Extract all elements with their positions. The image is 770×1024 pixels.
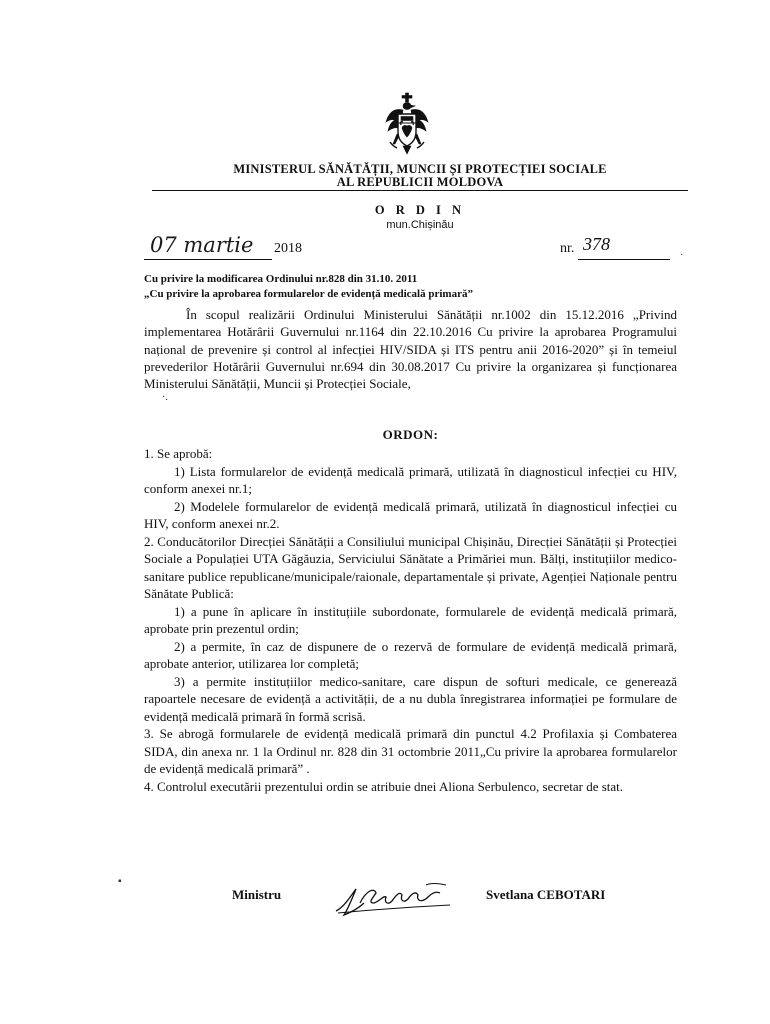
signatory-name: Svetlana CEBOTARI [486,887,606,902]
handwritten-signature-icon [330,877,460,921]
ordon-heading: ORDON: [382,427,439,442]
clause-2-3: 3) a permite instituțiilor medico-sanitare, care dispun de softuri medicale, ce generează rapoartele necesare de evidență a activității, de a nu dubla înregistrarea informației pe formulare de evidență medicală primară în formă scrisă. [144,673,677,724]
clause-1-2: 2) Modelele formularelor de evidență medicală primară, utilizată în diagnosticul infecției cu HIV, conform anexei nr.2. [144,498,677,531]
order-clauses [144,445,677,795]
signature-title: Ministru [232,887,282,902]
clause-4: 4. Controlul executării prezentului ordin se atribuie dnei Aliona Serbulenco, secretar de stat. [144,778,624,794]
number-handwritten: 378 [583,234,610,254]
document-title: O R D I N [374,203,466,217]
number-underline [578,259,670,260]
number-label: nr. [560,241,575,256]
signature-block [0,883,770,923]
scan-speck: ▪ [118,876,122,887]
clause-1-1: 1) Lista formularelor de evidență medicală primară, utilizată în diagnosticul infecției cu HIV, conform anexei nr.1; [144,463,677,496]
clause-2: 2. Conducătorilor Direcției Sănătății a Consiliului municipal Chișinău, Direcției Sănătății și Protecției Sociale a Populației UTA Găgăuzia, Serviciului Sănătate a Primăriei mun. Bălți, instituțiilor medico-sanitare publice republicane/municipale/raionale, departamentale și private, Agenției Naționale pentru Sănătate Publică: [144,533,677,601]
date-underline [144,259,272,260]
scan-speck: ·. [162,392,168,403]
scan-speck: · [680,250,684,261]
subject-line-2: „Cu privire la aprobarea formularelor de evidență medicală primară” [144,288,473,300]
ministry-country: AL REPUBLICII MOLDOVA [336,175,504,189]
moldova-coat-of-arms-icon [383,92,431,156]
clause-2-2: 2) a permite, în caz de dispunere de o rezervă de formulare de evidență medicală primară, aprobate anterior, utilizarea lor completă; [144,638,677,671]
clause-2-1: 1) a pune în aplicare în instituțiile subordonate, formularele de evidență medicală primară, aprobate prin prezentul ordin; [144,603,677,636]
document-city: mun.Chișinău [386,219,454,231]
header-divider [152,190,688,191]
date-year: 2018 [274,241,302,256]
ministry-name: MINISTERUL SĂNĂTĂȚII, MUNCII ȘI PROTECȚIEI SOCIALE [233,162,607,176]
clause-3: 3. Se abrogă formularele de evidență medicală primară din punctul 4.2 Profilaxia și Combaterea SIDA, din anexa nr. 1 la Ordinul nr. 828 din 31 octombrie 2011„Cu privire la aprobarea formularelor de evidență medicală primară” . [144,726,677,776]
subject-line-1: Cu privire la modificarea Ordinului nr.828 din 31.10. 2011 [144,273,418,285]
preamble-paragraph: În scopul realizării Ordinului Ministerului Sănătății nr.1002 din 15.12.2016 „Privind implementarea Hotărârii Guvernului nr.1164 din 22.10.2016 Cu privire la aprobarea Programului național de prevenire și control al infecției HIV/SIDA și ITS pentru anii 2016-2020” și în temeiul prevederilor Hotărârii Guvernului nr.694 din 30.08.2017 Cu privire la organizarea și funcționarea Ministerului Sănătății, Muncii și Protecției Sociale, [144,307,677,392]
date-handwritten: 07 martie [150,233,254,257]
clause-1: 1. Se aprobă: [144,446,213,461]
